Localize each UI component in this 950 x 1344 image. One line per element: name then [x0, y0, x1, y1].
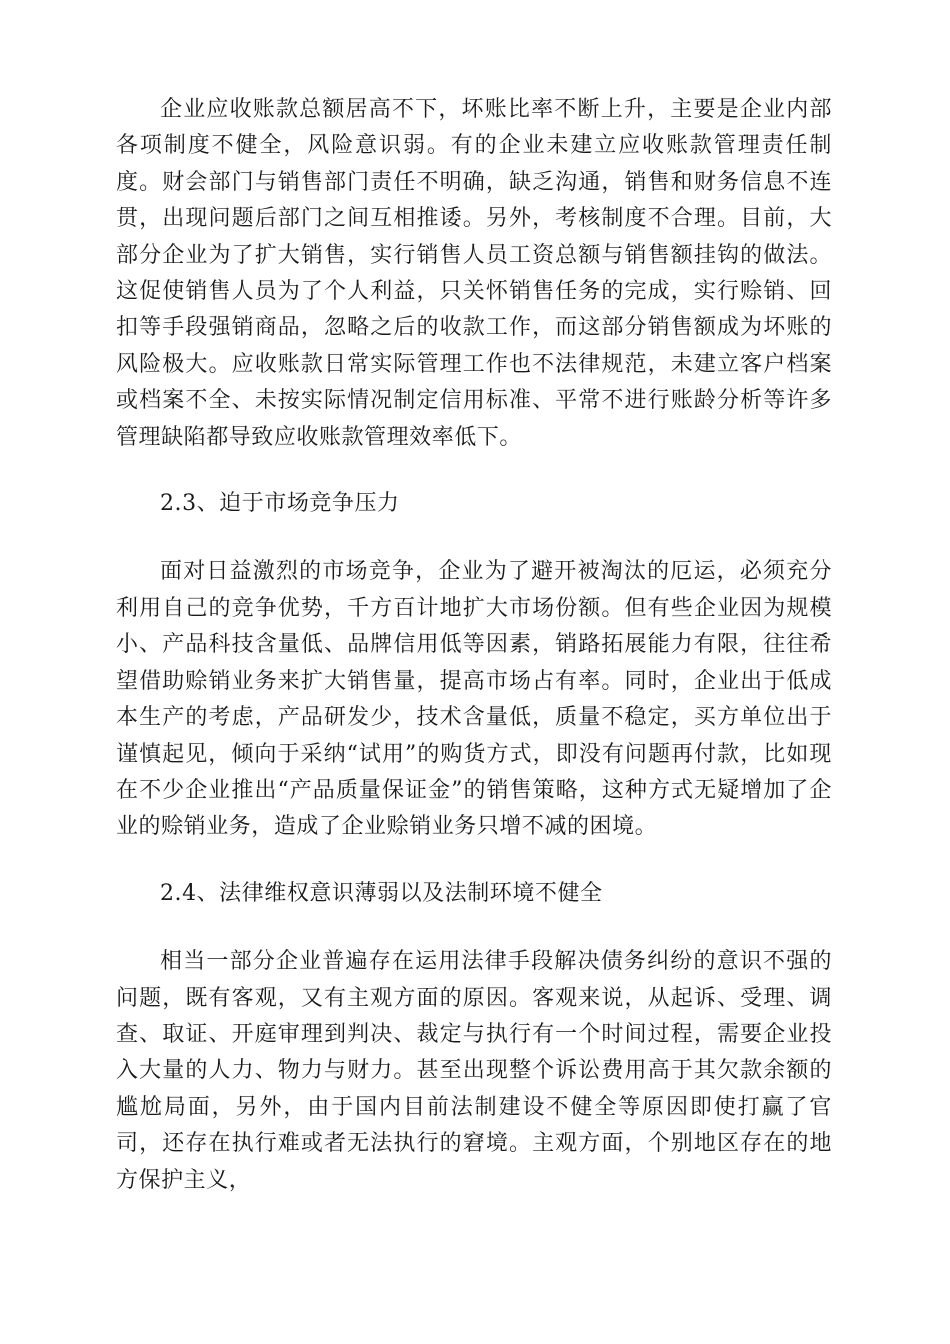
section-heading-2-4: 2.4、法律维权意识薄弱以及法制环境不健全 — [160, 880, 603, 906]
document-page — [116, 92, 832, 1199]
section-heading-2-3: 2.3、迫于市场竞争压力 — [160, 491, 400, 517]
paragraph-receivables-management: 企业应收账款总额居高不下，坏账比率不断上升，主要是企业内部各项制度不健全，风险意识弱。有的企业未建立应收账款管理责任制度。财会部门与销售部门责任不明确，缺乏沟通，销售和财务信息不连贯，出现问题后部门之间互相推诿。另外，考核制度不合理。目前，大部分企业为了扩大销售，实行销售人员工资总额与销售额挂钩的做法。这促使销售人员为了个人利益，只关怀销售任务的完成，实行赊销、回扣等手段强销商品，忽略之后的收款工作，而这部分销售额成为坏账的风险极大。应收账款日常实际管理工作也不法律规范，未建立客户档案或档案不全、未按实际情况制定信用标准、平常不进行账龄分析等许多管理缺陷都导致应收账款管理效率低下。 — [116, 97, 832, 450]
paragraph-legal-awareness: 相当一部分企业普遍存在运用法律手段解决债务纠纷的意识不强的问题，既有客观，又有主观方面的原因。客观来说，从起诉、受理、调查、取证、开庭审理到判决、裁定与执行有一个时间过程，需要企业投入大量的人力、物力与财力。甚至出现整个诉讼费用高于其欠款余额的尴尬局面，另外，由于国内目前法制建设不健全等原因即使打赢了官司，还存在执行难或者无法执行的窘境。主观方面，个别地区存在的地方保护主义， — [116, 949, 832, 1193]
paragraph-market-competition: 面对日益激烈的市场竞争，企业为了避开被淘汰的厄运，必须充分利用自己的竞争优势，千方百计地扩大市场份额。但有些企业因为规模小、产品科技含量低、品牌信用低等因素，销路拓展能力有限，往往希望借助赊销业务来扩大销售量，提高市场占有率。同时，企业出于低成本生产的考虑，产品研发少，技术含量低，质量不稳定，买方单位出于谨慎起见，倾向于采纳“试用”的购货方式，即没有问题再付款，比如现在不少企业推出“产品质量保证金”的销售策略，这种方式无疑增加了企业的赊销业务，造成了企业赊销业务只增不减的困境。 — [116, 559, 832, 840]
